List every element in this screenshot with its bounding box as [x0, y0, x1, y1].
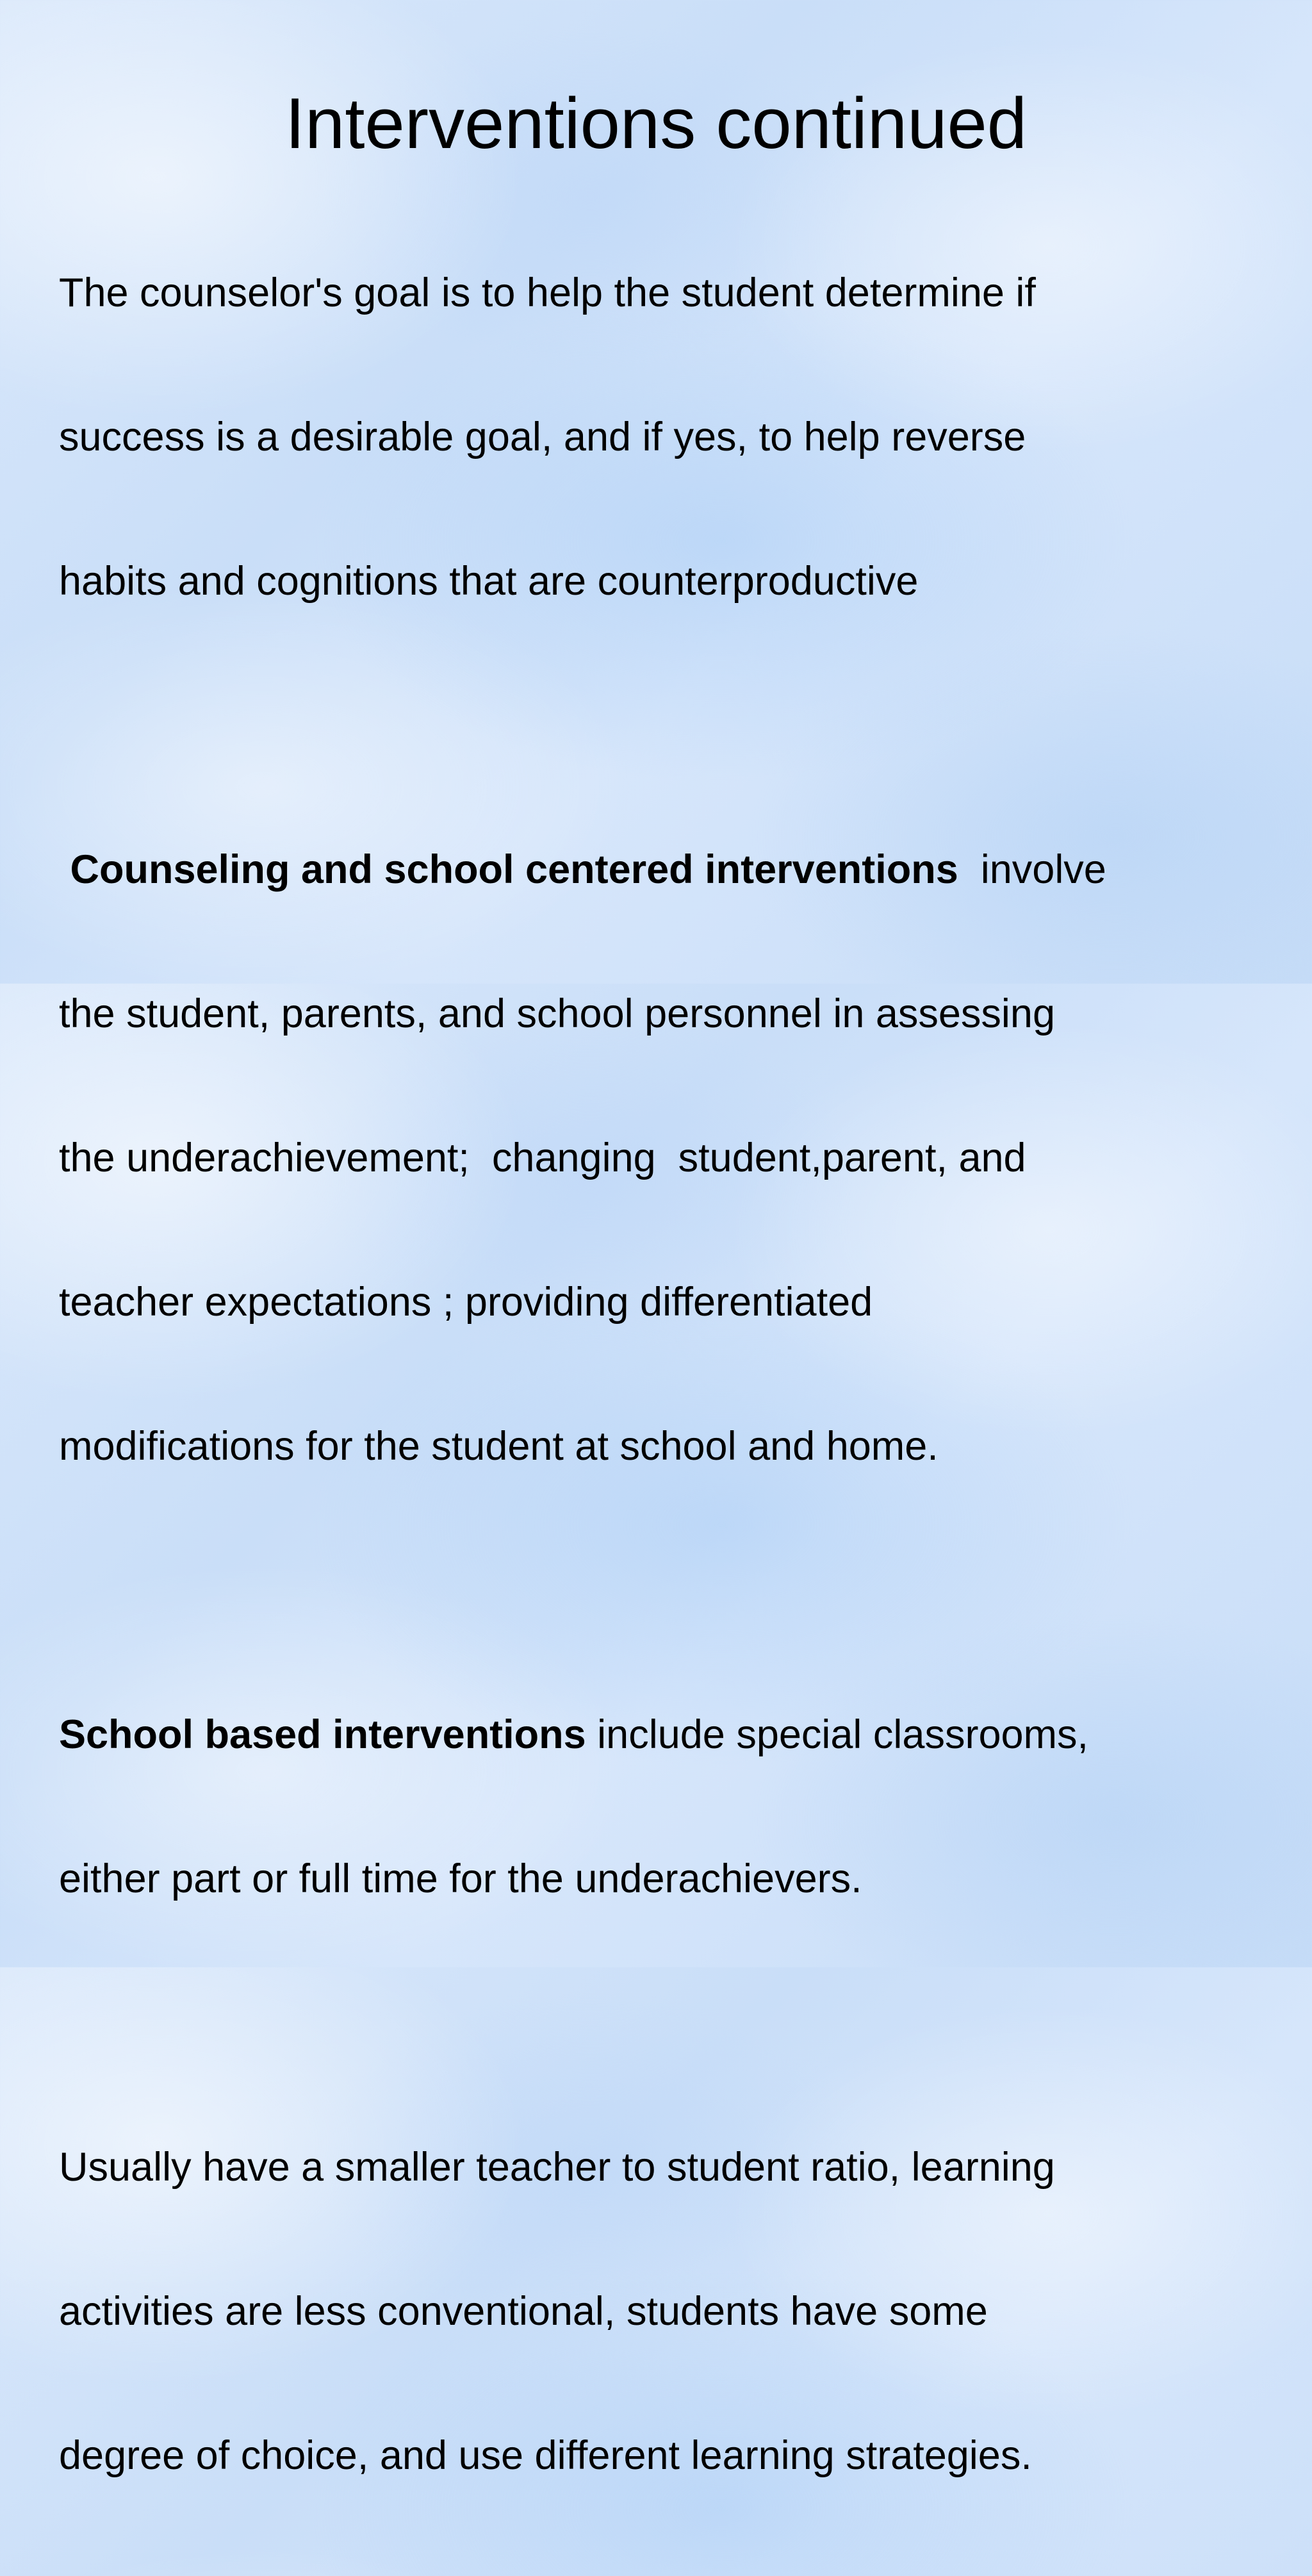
text-line: activities are less conventional, students have some: [59, 2289, 988, 2334]
slide-title: Interventions continued: [284, 83, 1028, 163]
bold-term: School based interventions: [59, 1712, 586, 1757]
text-line: success is a desirable goal, and if yes, to help reverse: [59, 415, 1026, 459]
text-line: The counselor's goal is to help the student determine if: [59, 270, 1036, 315]
text-line: the student, parents, and school personnel in assessing: [59, 991, 1056, 1036]
text-line: [59, 1711, 1276, 1759]
paragraph-counseling-interventions: [59, 750, 1276, 1567]
text-run: involve: [958, 847, 1106, 892]
paragraph-classroom-features: [59, 2047, 1276, 2576]
text-line: teacher expectations ; providing differentiated: [59, 1280, 873, 1325]
text-line: the underachievement; changing student,parent, and: [59, 1135, 1026, 1180]
paragraph-school-interventions: [59, 1615, 1276, 1999]
slide-body: [59, 173, 1276, 2576]
bold-term: Counseling and school centered interventions: [59, 847, 958, 892]
text-line: modifications for the student at school and home.: [59, 1424, 939, 1469]
text-run: include special classrooms,: [586, 1712, 1089, 1757]
text-line: Usually have a smaller teacher to student ratio, learning: [59, 2145, 1055, 2190]
paragraph-spacer: [59, 1567, 1276, 1615]
text-line: either part or full time for the underachievers.: [59, 1856, 862, 1901]
text-line: [59, 846, 1276, 894]
text-line: habits and cognitions that are counterproductive: [59, 559, 919, 604]
paragraph-counselor-goal: [59, 173, 1276, 702]
paragraph-spacer: [59, 702, 1276, 750]
text-line: degree of choice, and use different learning strategies.: [59, 2433, 1032, 2478]
paragraph-spacer: [59, 1999, 1276, 2047]
